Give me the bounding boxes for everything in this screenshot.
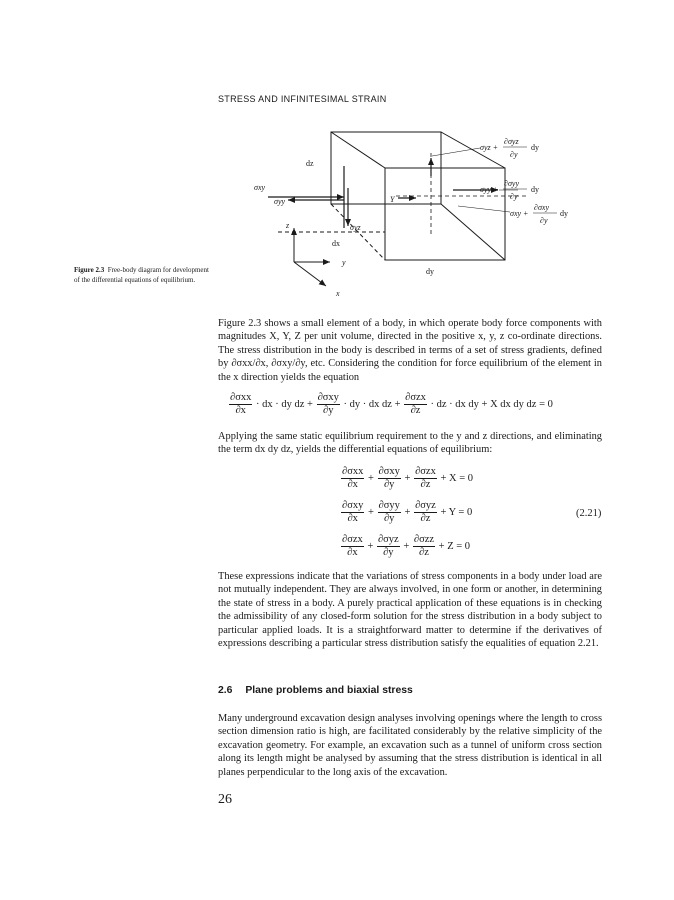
z-axis-label: z bbox=[286, 221, 290, 230]
paragraph-2: Applying the same static equilibrium requirement to the y and z directions, and eliminating the term dx dy dz, yields the differential equations of equilibrium: bbox=[218, 431, 602, 456]
sigma-yz-label: σyz bbox=[350, 223, 361, 232]
right-label-3: σxy + bbox=[510, 209, 529, 218]
running-head: STRESS AND INFINITESIMAL STRAIN bbox=[218, 94, 387, 104]
right-label-1-num: ∂σyz bbox=[504, 137, 519, 146]
y-axis-label: y bbox=[342, 258, 346, 267]
right-label-3-tail: dy bbox=[560, 209, 568, 218]
sigma-xy-label: σxy bbox=[254, 183, 266, 192]
right-label-1-tail: dy bbox=[531, 143, 539, 152]
equilibrium-eq-row-1: $\frac{\text{∂σxx}}{\partial x}$ + $\frac{\text{∂σxy}}{\partial y}$ + $\frac{\text{∂σzx}}{\partial z}$ + X = 0 bbox=[342, 466, 474, 490]
paragraph-3: These expressions indicate that the variations of stress components in a body under load are not mutually independent. They are always involved, in one form or another, in determining the state of stress in a body. A purely practical application of these equations is in checking the admissibility of any closed-form solution for the stress distribution in a body subject to particular applied loads. It is a straightforward matter to determine if the derivatives of expressions describing a particular stress distribution satisfy the equalities of equation 2.21. bbox=[218, 571, 602, 650]
right-label-3-num: ∂σxy bbox=[534, 203, 549, 212]
dz-label: dz bbox=[306, 159, 314, 168]
x-axis-label: x bbox=[336, 289, 340, 298]
right-label-1-den: ∂y bbox=[510, 150, 518, 159]
right-label-1: σyz + bbox=[480, 143, 499, 152]
dx-label: dx bbox=[332, 239, 340, 248]
Y-label: Y bbox=[390, 195, 395, 204]
free-body-diagram bbox=[248, 128, 578, 300]
right-label-3-den: ∂y bbox=[540, 216, 548, 225]
sigma-yy-label: σyy bbox=[274, 197, 286, 206]
dy-label: dy bbox=[426, 267, 434, 276]
right-label-2-num: ∂σyy bbox=[504, 179, 519, 188]
section-number: 2.6 bbox=[218, 685, 233, 696]
equation-number: (2.21) bbox=[576, 508, 602, 519]
equation-x-equilibrium: $\frac{\text{∂σxx}}{\partial x}$ · dx · dy dz + $\frac{\text{∂σxy}}{\partial y}$ · dy · dx dz + $\frac{\text{∂σzx}}{\partial z}$ · dz · dx dy + X dx dy dz = 0 bbox=[230, 392, 553, 416]
caption-label: Figure 2.3 bbox=[74, 266, 105, 274]
right-label-2: σyy + bbox=[480, 185, 499, 194]
section-title: Plane problems and biaxial stress bbox=[245, 685, 413, 696]
equilibrium-eq-row-2: $\frac{\text{∂σxy}}{\partial x}$ + $\frac{\text{∂σyy}}{\partial y}$ + $\frac{\text{∂σyz}}{\partial z}$ + Y = 0 bbox=[342, 500, 473, 524]
right-label-2-tail: dy bbox=[531, 185, 539, 194]
paragraph-1: Figure 2.3 shows a small element of a body, in which operate body force components with magnitudes X, Y, Z per unit volume, directed in the positive x, y, z co-ordinate directions. The stress distribution in the body is described in terms of a set of stress gradients, defined by ∂σxx/∂x, ∂σxy/∂y, etc. Considering the condition for force equilibrium of the element in the x direction yields the equation bbox=[218, 318, 602, 383]
caption-text: Free-body diagram for development of the differential equations of equilibrium. bbox=[74, 266, 209, 284]
page-number: 26 bbox=[218, 792, 232, 807]
figure-caption bbox=[74, 265, 214, 285]
equilibrium-eq-row-3: $\frac{\text{∂σzx}}{\partial x}$ + $\frac{\text{∂σyz}}{\partial y}$ + $\frac{\text{∂σzz}}{\partial z}$ + Z = 0 bbox=[342, 534, 471, 558]
right-label-2-den: ∂y bbox=[510, 192, 518, 201]
section-heading bbox=[218, 685, 413, 696]
paragraph-4: Many underground excavation design analyses involving openings where the length to cross section dimension ratio is high, are facilitated considerably by the relative simplicity of the excavation geometry. For example, an excavation such as a tunnel of uniform cross section along its length might be analysed by assuming that the stress distribution is identical in all planes perpendicular to the long axis of the excavation. bbox=[218, 713, 602, 778]
